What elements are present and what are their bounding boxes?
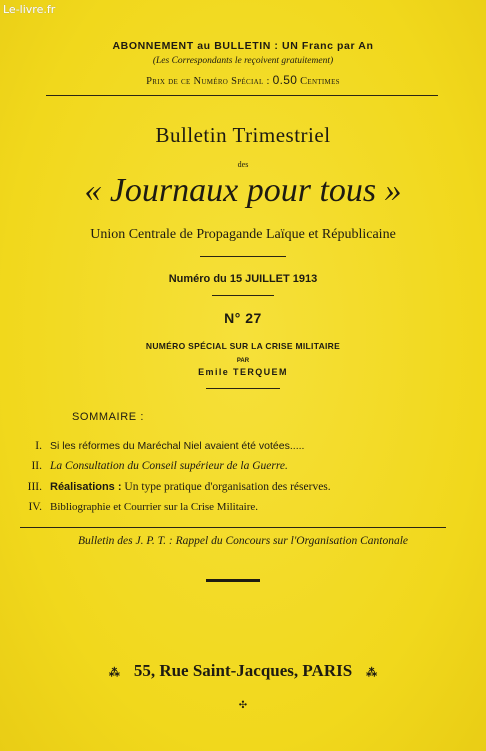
sommaire-heading: SOMMAIRE : xyxy=(72,411,145,423)
thick-divider xyxy=(206,579,260,582)
toc-text: La Consultation du Conseil supérieur de la Guerre. xyxy=(50,460,288,472)
toc-rule xyxy=(20,527,446,528)
watermark: Le-livre.fr xyxy=(3,3,56,16)
title-rule xyxy=(200,256,286,257)
bulletin-title: Bulletin Trimestriel xyxy=(155,123,331,147)
toc-number: IV. xyxy=(28,501,42,513)
toc-text: Bibliographie et Courrier sur la Crise Militaire. xyxy=(50,501,259,513)
toc-number: II. xyxy=(31,460,42,472)
issue-number: N° 27 xyxy=(224,310,262,326)
author-rule xyxy=(206,388,280,389)
author-name: Emile TERQUEM xyxy=(198,367,288,377)
price-line xyxy=(0,73,486,87)
date-rule xyxy=(212,295,274,296)
union-subtitle: Union Centrale de Propagande Laïque et Républicaine xyxy=(90,227,396,242)
issue-date: Numéro du 15 JUILLET 1913 xyxy=(168,273,318,285)
ornament-icon: ⁂ xyxy=(108,666,120,679)
price-unit: Centimes xyxy=(300,76,340,87)
special-issue: NUMÉRO SPÉCIAL SUR LA CRISE MILITAIRE xyxy=(145,341,341,351)
jpt-note: Bulletin des J. P. T. : Rappel du Concours sur l'Organisation Cantonale xyxy=(78,535,408,547)
title-des: des xyxy=(237,160,249,169)
toc-text: Un type pratique d'organisation des réserves. xyxy=(121,481,331,493)
address-text: 55, Rue Saint-Jacques, PARIS xyxy=(133,661,353,680)
address-line xyxy=(0,661,486,681)
header-rule xyxy=(46,95,438,96)
ornament-icon: ⁂ xyxy=(366,666,378,679)
toc-text: Si les réformes du Maréchal Niel avaient été votées..... xyxy=(50,440,305,452)
toc-text-group xyxy=(50,481,331,493)
by-label: PAR xyxy=(236,358,250,364)
subscription-note: (Les Correspondants le reçoivent gratuitement) xyxy=(152,56,334,66)
subscription-line: ABONNEMENT au BULLETIN : UN Franc par An xyxy=(112,40,374,52)
price-value: 0.50 xyxy=(272,73,298,87)
toc-bold: Réalisations : xyxy=(50,481,122,493)
ornament-small-icon: ✣ xyxy=(238,700,248,711)
toc-number: III. xyxy=(27,481,42,493)
journal-title: « Journaux pour tous » xyxy=(84,172,402,209)
price-label: Prix de ce Numéro Spécial : xyxy=(146,76,270,87)
toc-number: I. xyxy=(35,440,42,452)
